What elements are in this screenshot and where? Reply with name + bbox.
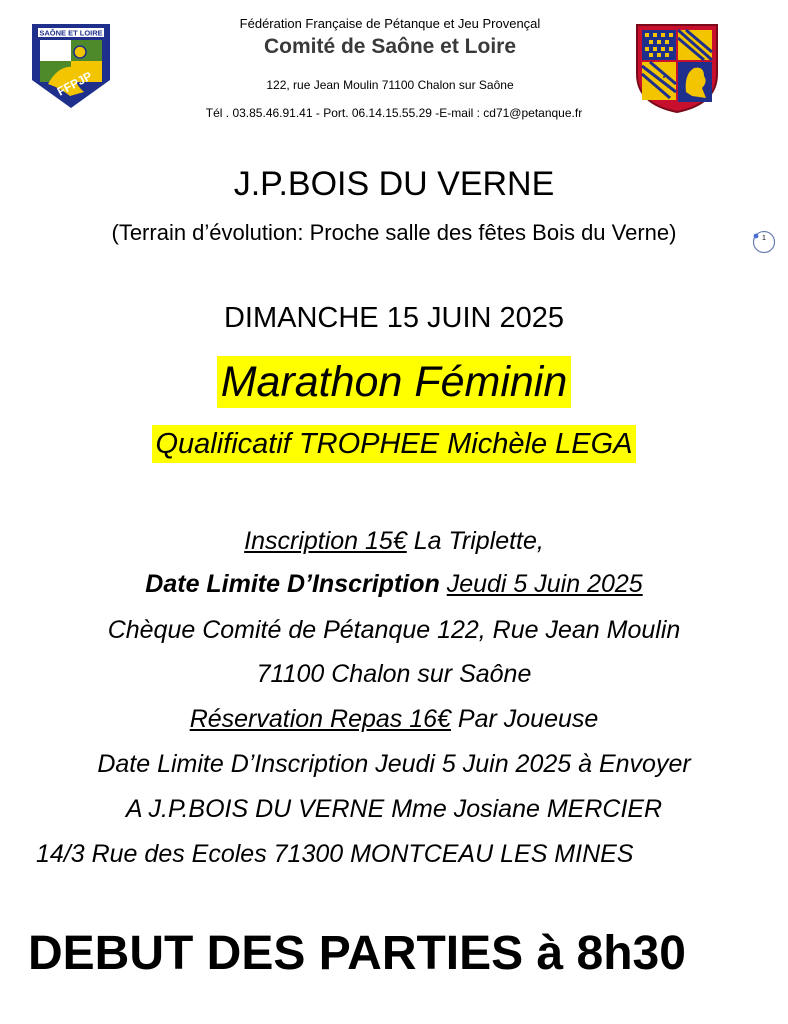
club-title: J.P.BOIS DU VERNE: [233, 165, 555, 203]
start-time: DEBUT DES PARTIES à 8h30: [28, 927, 686, 980]
comment-marker[interactable]: [750, 228, 776, 254]
cheque-line: Chèque Comité de Pétanque 122, Rue Jean Moulin: [107, 616, 681, 644]
deadline-value: Jeudi 5 Juin 2025: [446, 570, 643, 598]
event-name-block: [0, 356, 788, 408]
qualifier-text: Qualificatif TROPHEE Michèle LEGA: [152, 425, 635, 463]
venue-subtitle: (Terrain d’évolution: Proche salle des fêtes Bois du Verne): [111, 220, 677, 245]
ffpjp-logo: [30, 22, 112, 110]
saone-et-loire-crest: [634, 22, 720, 114]
comment-marker-number: 1: [762, 235, 766, 242]
logo-top-text: SAÔNE ET LOIRE: [39, 28, 103, 38]
logo-band-text: FFPJP: [54, 68, 95, 99]
meal-line: [0, 705, 788, 734]
send-address: 14/3 Rue des Ecoles 71300 MONTCEAU LES MINES: [36, 840, 634, 868]
meal-deadline: Date Limite D’Inscription Jeudi 5 Juin 2025 à Envoyer: [97, 750, 691, 778]
fee-line: [0, 527, 788, 556]
federation-name: Fédération Française de Pétanque et Jeu Provençal: [239, 16, 541, 31]
event-date: DIMANCHE 15 JUIN 2025: [223, 302, 565, 334]
committee-address: 122, rue Jean Moulin 71100 Chalon sur Saône: [266, 78, 514, 92]
committee-contact: Tél . 03.85.46.91.41 - Port. 06.14.15.55.29 -E-mail : cd71@petanque.fr: [205, 106, 583, 120]
send-to: A J.P.BOIS DU VERNE Mme Josiane MERCIER: [125, 795, 663, 823]
cheque-city: 71100 Chalon sur Saône: [256, 660, 532, 688]
event-name: Marathon Féminin: [217, 356, 572, 408]
meal-rest: Par Joueuse: [450, 705, 599, 733]
fee-label: Inscription 15€: [244, 527, 407, 555]
committee-name: Comité de Saône et Loire: [263, 35, 517, 58]
fee-rest: La Triplette,: [406, 527, 544, 555]
meal-label: Réservation Repas 16€: [189, 705, 451, 733]
qualifier-block: [0, 425, 788, 463]
deadline-line: [0, 570, 788, 599]
deadline-label: Date Limite D’Inscription: [145, 570, 440, 598]
